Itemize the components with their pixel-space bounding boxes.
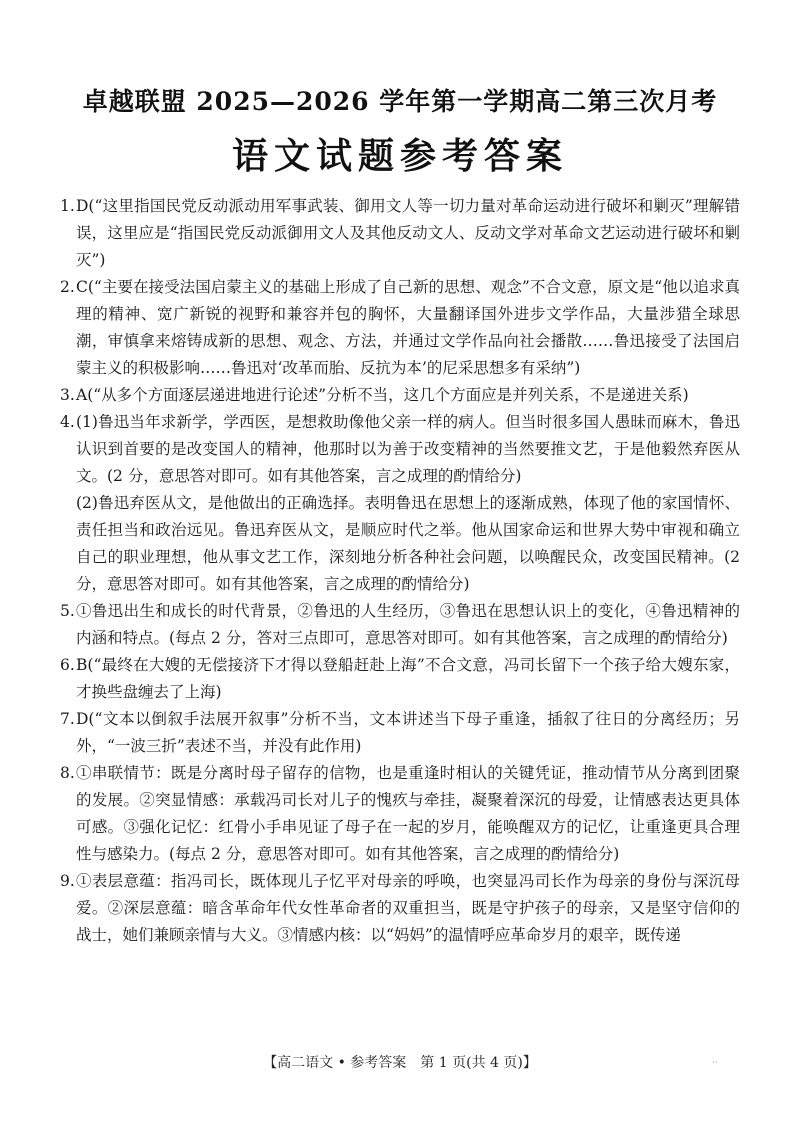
answer-item-2 (60, 274, 740, 382)
answer-number: 4. (60, 413, 75, 431)
answer-text: ①串联情节：既是分离时母子留存的信物，也是重逢时相认的关键凭证，推动情节从分离到团聚的发展。②突显情感：承载冯司长对儿子的愧疚与牵挂，凝聚着深沉的母爱，让情感表达更具体可感。③强化记忆：红骨小手串见证了母子在一起的岁月，能唤醒双方的记忆，让重逢更具合理性与感染力。(每点 2 分，意思答对即可。如有其他答案，言之成理的酌情给分) (76, 764, 740, 863)
answer-subpart-1: (1)鲁迅当年求新学，学西医，是想救助像他父亲一样的病人。但当时很多国人愚昧而麻木，鲁迅认识到首要的是改变国人的精神，他那时以为善于改变精神的当然要推文艺，于是他毅然弃医从文。(2 分，意思答对即可。如有其他答案，言之成理的酌情给分) (76, 413, 740, 485)
answer-item-4 (60, 409, 740, 598)
answer-item-7 (60, 706, 740, 760)
answer-item-8 (60, 760, 740, 868)
answer-item-6 (60, 652, 740, 706)
answer-number: 6. (60, 656, 75, 674)
answer-item-9 (60, 868, 740, 949)
corner-mark: ·· (712, 1058, 718, 1068)
answer-number: 8. (60, 764, 75, 782)
answer-text: A(“从多个方面逐层递进地进行论述”分析不当，这几个方面应是并列关系，不是递进关系) (76, 386, 689, 404)
answer-item-5 (60, 598, 740, 652)
exam-title: 卓越联盟 2025—2026 学年第一学期高二第三次月考 (82, 87, 718, 116)
answer-item-1 (60, 193, 740, 274)
answer-number: 9. (60, 872, 75, 890)
answer-text: B(“最终在大嫂的无偿接济下才得以登船赶赴上海”不合文意，冯司长留下一个孩子给大嫂东家，才换些盘缠去了上海) (76, 656, 740, 701)
answer-text: D(“文本以倒叙手法展开叙事”分析不当，文本讲述当下母子重逢，插叙了往日的分离经历；另外，“一波三折”表述不当，并没有此作用) (76, 710, 740, 755)
answer-text: ①表层意蕴：指冯司长，既体现儿子忆平对母亲的呼唤，也突显冯司长作为母亲的身份与深沉母爱。②深层意蕴：暗含革命年代女性革命者的双重担当，既是守护孩子的母亲，又是坚守信仰的战士，她们兼顾亲情与大义。③情感内核：以“妈妈”的温情呼应革命岁月的艰辛，既传递 (76, 872, 740, 944)
answer-number: 7. (60, 710, 75, 728)
answer-list (60, 193, 740, 949)
answer-text: D(“这里指国民党反动派动用军事武装、御用文人等一切力量对革命运动进行破坏和剿灭”理解错误，这里应是“指国民党反动派御用文人及其他反动文人、反动文学对革命文艺运动进行破坏和剿灭”) (76, 197, 740, 269)
answer-text: ①鲁迅出生和成长的时代背景，②鲁迅的人生经历，③鲁迅在思想认识上的变化，④鲁迅精神的内涵和特点。(每点 2 分，答对三点即可，意思答对即可。如有其他答案，言之成理的酌情给分) (76, 602, 740, 647)
answer-number: 5. (60, 602, 75, 620)
answer-subpart-2: (2)鲁迅弃医从文，是他做出的正确选择。表明鲁迅在思想上的逐渐成熟，体现了他的家国情怀、责任担当和政治远见。鲁迅弃医从文，是顺应时代之举。他从国家命运和世界大势中审视和确立自己的职业理想，他从事文艺工作，深刻地分析各种社会问题，以唤醒民众，改变国民精神。(2 分，意思答对即可。如有其他答案，言之成理的酌情给分) (76, 494, 740, 593)
answer-number: 1. (60, 197, 75, 215)
answer-text: C(“主要在接受法国启蒙主义的基础上形成了自己新的思想、观念”不合文意，原文是“他以追求真理的精神、宽广新锐的视野和兼容并包的胸怀，大量翻译国外进步文学作品，大量涉猎全球思潮，审慎拿来熔铸成新的思想、观念、方法，并通过文学作品向社会播散……鲁迅接受了法国启蒙主义的积极影响……鲁迅对‘改革而胎、反抗为本’的尼采思想多有采纳”) (76, 278, 740, 377)
answer-item-3 (60, 382, 740, 409)
page-footer: 【高二语文 • 参考答案 第 1 页(共 4 页)】 (263, 1055, 537, 1071)
document-title: 语文试题参考答案 (231, 135, 568, 177)
answer-number: 2. (60, 278, 75, 296)
answer-number: 3. (60, 386, 75, 404)
